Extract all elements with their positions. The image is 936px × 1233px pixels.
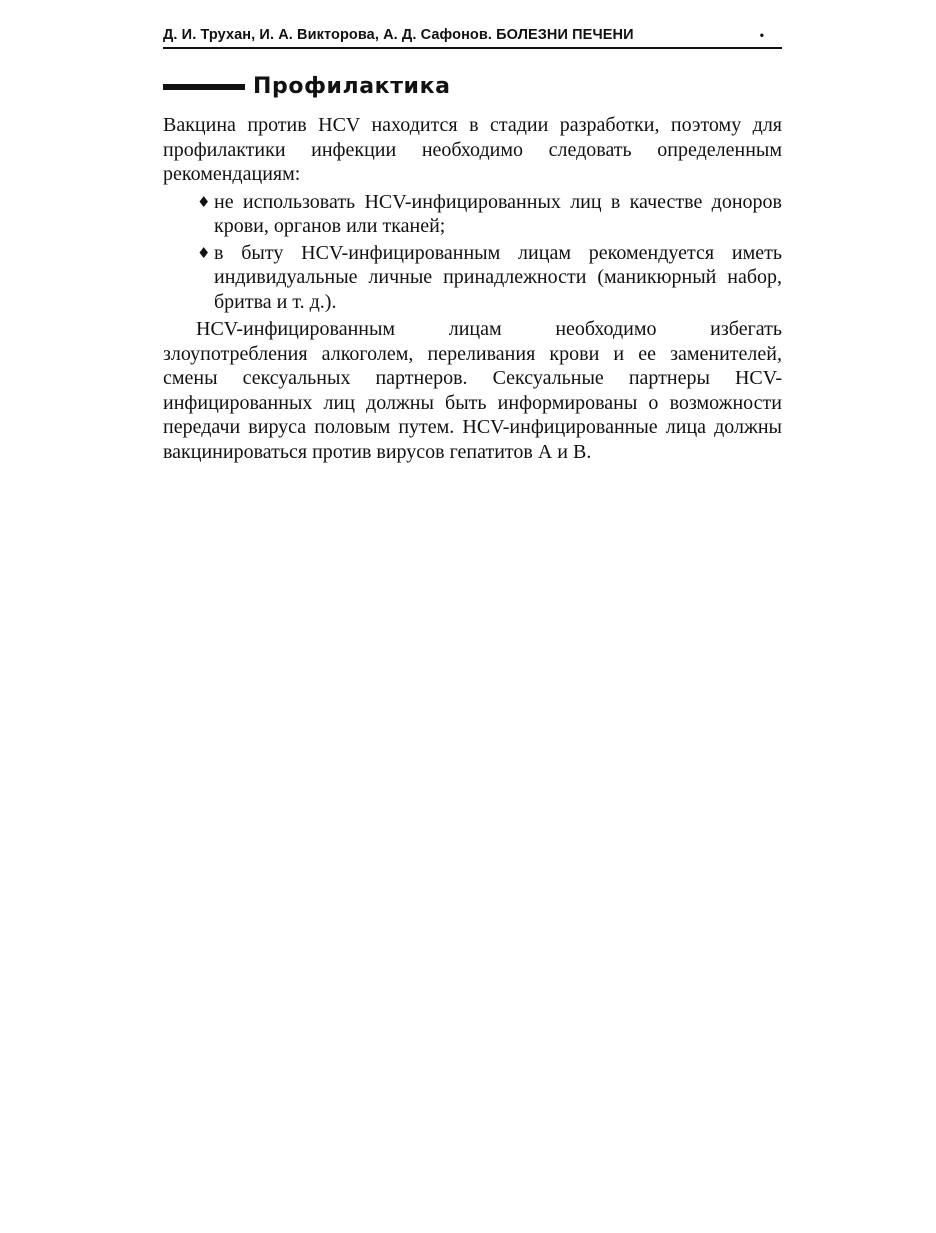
header-rule [163,47,782,49]
running-head-text: Д. И. Трухан, И. А. Викторова, А. Д. Сафонов. БОЛЕЗНИ ПЕЧЕНИ [163,27,634,43]
heading-bar-decoration [163,84,245,90]
main-paragraph: HCV-инфицированным лицам необходимо избегать злоупотребления алкоголем, переливания крови и ее заменителей, смены сексуальных партнеров. Сексуальные партнеры HCV-инфицированных лиц должны быть информированы о возможности передачи вируса половым путем. HCV-инфицированные лица должны вакцинироваться против вирусов гепатитов А и В. [163,318,782,463]
diamond-bullet-icon: ♦ [197,192,211,211]
section-title: Профилактика [253,73,451,99]
body-text [163,113,782,464]
section-heading [163,72,782,100]
running-head-mark: • [759,28,764,42]
book-page [163,24,782,464]
diamond-bullet-icon: ♦ [197,243,211,262]
recommendations-list [163,190,782,315]
running-head [163,24,782,46]
list-item-text: не использовать HCV-инфицированных лиц в качестве доноров крови, органов или тканей; [214,190,782,237]
list-item [163,190,782,239]
list-item [163,241,782,315]
intro-paragraph: Вакцина против HCV находится в стадии разработки, поэтому для профилактики инфекции необходимо следовать определенным рекомендациям: [163,114,782,185]
list-item-text: в быту HCV-инфицированным лицам рекомендуется иметь индивидуальные личные принадлежности (маникюрный набор, бритва и т. д.). [214,241,782,313]
